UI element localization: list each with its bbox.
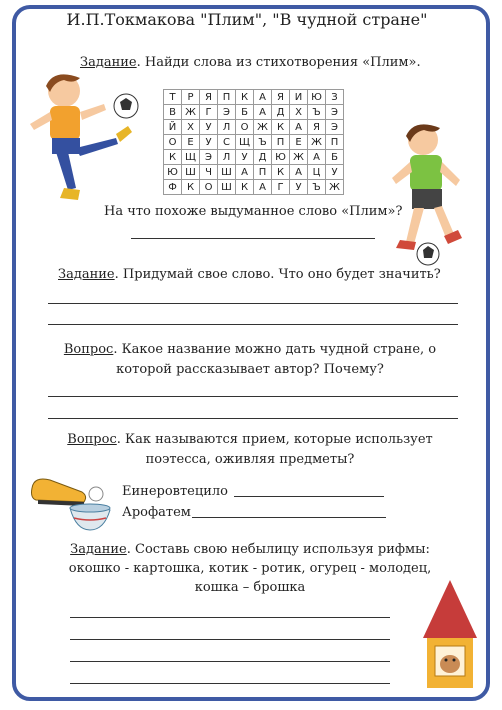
- word-search-cell[interactable]: Д: [254, 150, 272, 165]
- word-search-cell[interactable]: Б: [326, 150, 344, 165]
- word-search-cell[interactable]: У: [200, 135, 218, 150]
- word-search-cell[interactable]: Ш: [182, 165, 200, 180]
- question2-text-b: поэтесса, оживляя предметы?: [145, 452, 355, 467]
- question1-text-a: . Какое название можно дать чудной стране, о: [113, 342, 437, 357]
- word-search-cell[interactable]: К: [272, 165, 290, 180]
- page-title: И.П.Токмакова "Плим", "В чудной стране": [66, 10, 428, 29]
- word-search-cell[interactable]: А: [254, 105, 272, 120]
- word-search-cell[interactable]: Ъ: [254, 135, 272, 150]
- answer-line[interactable]: [192, 517, 386, 518]
- word-search-row: [164, 180, 344, 195]
- word-search-cell[interactable]: Э: [326, 105, 344, 120]
- answer-line[interactable]: [70, 639, 390, 640]
- shoe-and-bowl-image: [30, 474, 115, 532]
- question1: [30, 340, 470, 380]
- answer-line[interactable]: [48, 303, 458, 304]
- word-search-cell[interactable]: Я: [272, 90, 290, 105]
- word-search-cell[interactable]: А: [254, 180, 272, 195]
- word-search-cell[interactable]: И: [290, 90, 308, 105]
- word-search-cell[interactable]: Ю: [272, 150, 290, 165]
- word-search-cell[interactable]: Ж: [182, 105, 200, 120]
- word-search-cell[interactable]: В: [164, 105, 182, 120]
- word-search-cell[interactable]: П: [218, 90, 236, 105]
- word-search-cell[interactable]: Р: [182, 90, 200, 105]
- word-search-cell[interactable]: Ч: [200, 165, 218, 180]
- answer-line[interactable]: [70, 661, 390, 662]
- word-search-row: [164, 90, 344, 105]
- task3-text-c: кошка – брошка: [194, 580, 306, 595]
- task2-text: . Придумай свое слово. Что оно будет значить?: [114, 267, 441, 282]
- anagram-1: Еинеровтецило: [122, 484, 228, 499]
- word-search-row: [164, 105, 344, 120]
- word-search-cell[interactable]: Ш: [218, 180, 236, 195]
- word-search-cell[interactable]: Ю: [308, 90, 326, 105]
- answer-line[interactable]: [234, 496, 384, 497]
- word-search-cell[interactable]: К: [182, 180, 200, 195]
- word-search-cell[interactable]: А: [290, 120, 308, 135]
- word-search-cell[interactable]: Е: [182, 135, 200, 150]
- word-search-cell[interactable]: Э: [218, 105, 236, 120]
- word-search-cell[interactable]: Э: [326, 120, 344, 135]
- answer-line[interactable]: [48, 324, 458, 325]
- task3-text-a: . Составь свою небылицу используя рифмы:: [126, 542, 430, 557]
- word-search-row: [164, 135, 344, 150]
- word-search-cell[interactable]: Г: [272, 180, 290, 195]
- word-search-cell[interactable]: У: [290, 180, 308, 195]
- question1-label: Вопрос: [63, 342, 114, 357]
- word-search-row: [164, 150, 344, 165]
- question1-text-b: которой рассказывает автор? Почему?: [116, 362, 384, 377]
- word-search-cell[interactable]: А: [290, 165, 308, 180]
- task1-text: . Найди слова из стихотворения «Плим».: [136, 55, 421, 70]
- word-search-cell[interactable]: Е: [290, 135, 308, 150]
- word-search-cell[interactable]: Г: [200, 105, 218, 120]
- word-search-cell[interactable]: У: [236, 150, 254, 165]
- word-search-cell[interactable]: К: [272, 120, 290, 135]
- word-search-cell[interactable]: П: [272, 135, 290, 150]
- word-search-cell[interactable]: Х: [290, 105, 308, 120]
- question2-label: Вопрос: [67, 432, 117, 447]
- word-search-cell[interactable]: Х: [182, 120, 200, 135]
- word-search-cell[interactable]: Ж: [254, 120, 272, 135]
- word-search-cell[interactable]: Ъ: [308, 105, 326, 120]
- question2: [30, 430, 470, 470]
- word-search-cell[interactable]: Й: [164, 120, 182, 135]
- word-search-cell[interactable]: Т: [164, 90, 182, 105]
- word-search-cell[interactable]: Д: [272, 105, 290, 120]
- task2-label: Задание: [58, 267, 115, 282]
- word-search-cell[interactable]: Я: [308, 120, 326, 135]
- word-search-cell[interactable]: Л: [218, 120, 236, 135]
- word-search-cell[interactable]: К: [164, 150, 182, 165]
- word-search-cell[interactable]: У: [200, 120, 218, 135]
- soccer-player-right-image: [378, 118, 473, 268]
- word-search-cell[interactable]: Ъ: [308, 180, 326, 195]
- word-search-grid: [163, 89, 344, 195]
- word-search-cell[interactable]: Ю: [164, 165, 182, 180]
- answer-line[interactable]: [48, 418, 458, 419]
- word-search-cell[interactable]: Я: [200, 90, 218, 105]
- word-search-cell[interactable]: О: [200, 180, 218, 195]
- word-search-cell[interactable]: Ж: [308, 135, 326, 150]
- task1-label: Задание: [80, 55, 137, 70]
- word-search-cell[interactable]: Э: [200, 150, 218, 165]
- word-search-cell[interactable]: Ц: [308, 165, 326, 180]
- soccer-player-left-image: [24, 66, 149, 216]
- word-search-cell[interactable]: К: [236, 180, 254, 195]
- question-plim: На что похоже выдуманное слово «Плим»?: [104, 204, 403, 219]
- answer-line[interactable]: [70, 617, 390, 618]
- word-search-cell[interactable]: Ш: [218, 165, 236, 180]
- word-search-cell[interactable]: О: [236, 120, 254, 135]
- answer-line[interactable]: [131, 238, 375, 239]
- task3-label: Задание: [70, 542, 127, 557]
- question2-text-a: . Как называются прием, которые использует: [116, 432, 433, 447]
- task3: [30, 540, 470, 597]
- word-search-cell[interactable]: Б: [236, 105, 254, 120]
- word-search-cell[interactable]: А: [254, 90, 272, 105]
- word-search-cell[interactable]: Ж: [326, 180, 344, 195]
- word-search-cell[interactable]: П: [254, 165, 272, 180]
- word-search-cell[interactable]: Щ: [236, 135, 254, 150]
- task2: [58, 267, 441, 282]
- word-search-cell[interactable]: О: [164, 135, 182, 150]
- word-search-cell[interactable]: Л: [218, 150, 236, 165]
- word-search-cell[interactable]: У: [326, 165, 344, 180]
- answer-line[interactable]: [48, 396, 458, 397]
- word-search-cell[interactable]: П: [326, 135, 344, 150]
- word-search-cell[interactable]: З: [326, 90, 344, 105]
- house-image: [423, 580, 477, 688]
- answer-line[interactable]: [70, 683, 390, 684]
- word-search-cell[interactable]: Щ: [182, 150, 200, 165]
- anagram-2: Арофатем: [122, 505, 191, 520]
- word-search-cell[interactable]: С: [218, 135, 236, 150]
- word-search-cell[interactable]: А: [308, 150, 326, 165]
- word-search-cell[interactable]: К: [236, 90, 254, 105]
- word-search-cell[interactable]: А: [236, 165, 254, 180]
- word-search-cell[interactable]: Ж: [290, 150, 308, 165]
- task3-text-b: окошко - картошка, котик - ротик, огурец - молодец,: [68, 561, 432, 576]
- word-search-cell[interactable]: Ф: [164, 180, 182, 195]
- word-search-row: [164, 165, 344, 180]
- word-search-row: [164, 120, 344, 135]
